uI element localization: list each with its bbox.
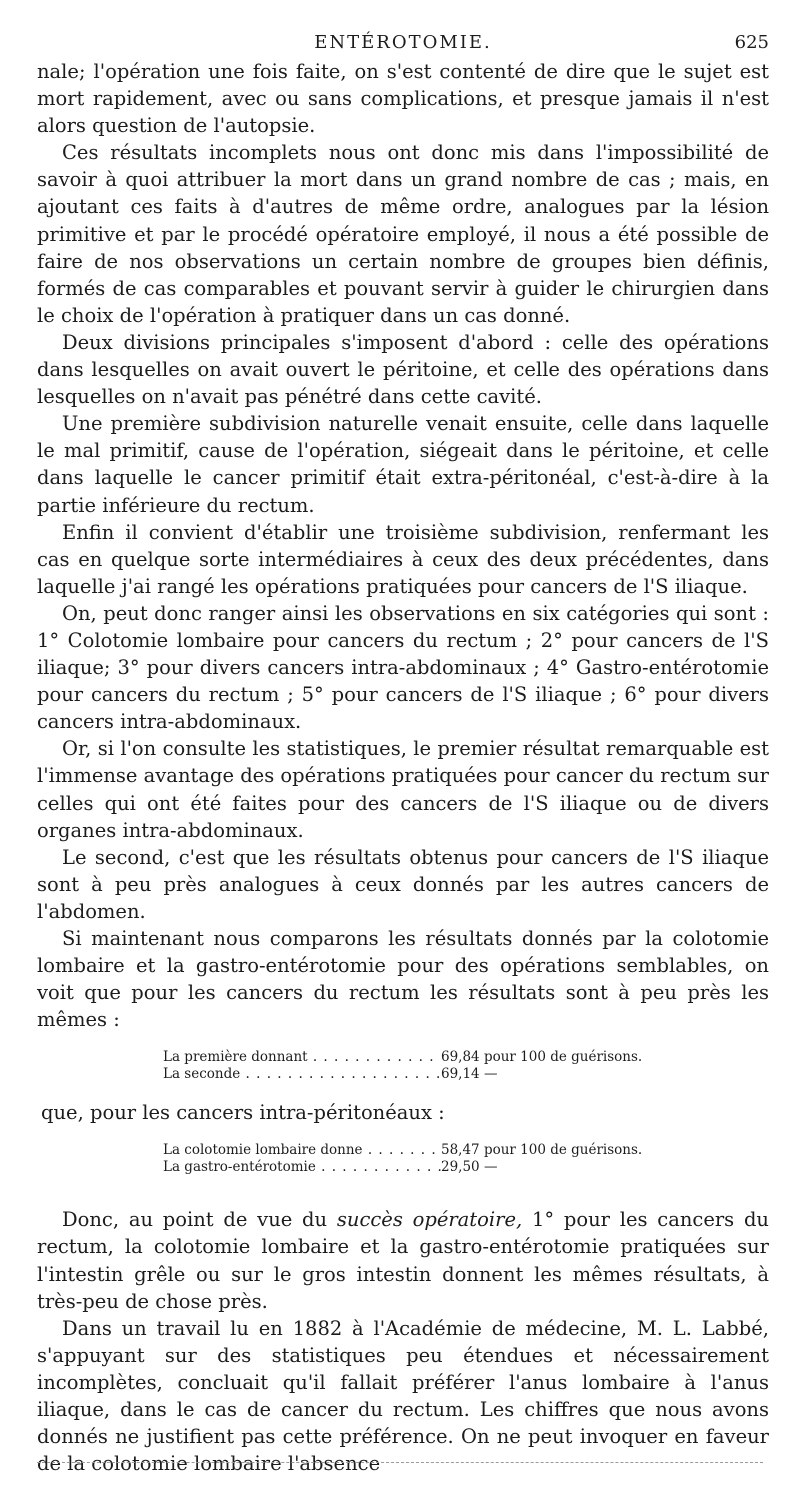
running-title: ENTÉROTOMIE. <box>314 32 492 53</box>
paragraph: On, peut donc ranger ainsi les observations en six catégories qui sont : 1° Colotomie lombaire pour cancers du rectum ; 2° pour cancers de l'S iliaque; 3° pour divers cancers intra-abdominaux ; 4° Gastro-entérotomie pour cancers du rectum ; 5° pour cancers de l'S iliaque ; 6° pour divers cancers intra-abdominaux. <box>37 601 769 734</box>
stats-row <box>163 1159 769 1176</box>
stats-value: 69,84 pour 100 de guérisons. <box>441 1049 643 1066</box>
paragraph-fragment: que, pour les cancers intra-péritonéaux : <box>41 1101 445 1125</box>
stats-label: La gastro-entérotomie <box>163 1159 316 1176</box>
stats-label: La seconde <box>163 1066 241 1083</box>
paragraph: Si maintenant nous comparons les résultats donnés par la colotomie lombaire et la gastro-entérotomie pour des opérations semblables, on voit que pour les cancers du rectum les résultats sont à peu près les mêmes : <box>37 927 769 1032</box>
stats-row <box>163 1066 769 1083</box>
paragraph: Dans un travail lu en 1882 à l'Académie de médecine, M. L. Labbé, s'appuyant sur des statistiques peu étendues et nécessairement incomplètes, concluait qu'il fallait préférer l'anus lombaire à l'anus iliaque, dans le cas de cancer du rectum. Les chiffres que nous avons donnés ne justifient pas cette préférence. On ne peut invoquer en faveur de la colotomie lombaire l'absence <box>37 1316 769 1476</box>
paragraph: Enfin il convient d'établir une troisième subdivision, renfermant les cas en quelque sorte intermédiaires à ceux des deux précédentes, dans laquelle j'ai rangé les opérations pratiquées pour cancers de l'S iliaque. <box>37 520 769 598</box>
stats-value: 69,14 — <box>441 1066 498 1083</box>
paragraph: Deux divisions principales s'imposent d'abord : celle des opérations dans lesquelles on avait ouvert le péritoine, et celle des opérations dans lesquelles on n'avait pas pénétré dans cette cavité. <box>37 330 769 409</box>
stats-value: 58,47 pour 100 de guérisons. <box>441 1142 643 1159</box>
paragraph: Ces résultats incomplets nous ont donc mis dans l'impossibilité de savoir à quoi attribuer la mort dans un grand nombre de cas ; mais, en ajoutant ces faits à d'autres de même ordre, analogues par la lésion primitive et par le procédé opératoire employé, il nous a été possible de faire de nos observations un certain nombre de groupes bien définis, formés de cas comparables et pouvant servir à guider le chirurgien dans le choix de l'opération à pratiquer dans un cas donné. <box>37 141 769 327</box>
emphasis: succès opératoire, <box>336 1208 523 1232</box>
page <box>37 28 769 1477</box>
stats-row <box>163 1049 769 1066</box>
leader-dots <box>308 1049 441 1065</box>
paragraph: Une première subdivision naturelle venait ensuite, celle dans laquelle le mal primitif, cause de l'opération, siégeait dans le péritoine, et celle dans laquelle le cancer primitif était extra-péritonéal, c'est-à-dire à la partie inférieure du rectum. <box>37 412 769 517</box>
paragraph: Or, si l'on consulte les statistiques, le premier résultat remarquable est l'immense avantage des opérations pratiquées pour cancer du rectum sur celles qui ont été faites pour des cancers de l'S iliaque ou de divers organes intra-abdominaux. <box>37 737 769 842</box>
stats-table-rectum <box>163 1049 769 1083</box>
stats-row <box>163 1142 769 1159</box>
paragraph: Donc, au point de vue du succès opératoire, 1° pour les cancers du rectum, la colotomie lombaire et la gastro-entérotomie pratiquées sur l'intestin grêle ou sur le gros intestin donnent les mêmes résultats, à très-peu de chose près. <box>37 1208 769 1313</box>
footer-rule <box>37 1462 763 1463</box>
paragraph: Le second, c'est que les résultats obtenus pour cancers de l'S iliaque sont à peu près analogues à ceux donnés par les autres cancers de l'abdomen. <box>37 845 769 923</box>
stats-label: La première donnant <box>163 1049 308 1066</box>
stats-table-intraperitoneal <box>163 1142 769 1176</box>
page-number: 625 <box>734 32 769 53</box>
stats-value: 29,50 — <box>441 1159 498 1176</box>
running-header <box>37 28 769 58</box>
leader-dots <box>316 1159 441 1175</box>
stats-label: La colotomie lombaire donne <box>163 1142 363 1159</box>
paragraph: nale; l'opération une fois faite, on s'est contenté de dire que le sujet est mort rapidement, avec ou sans complications, et presque jamais il n'est alors question de l'autopsie. <box>37 60 769 138</box>
leader-dots <box>240 1066 441 1082</box>
leader-dots <box>363 1142 441 1158</box>
